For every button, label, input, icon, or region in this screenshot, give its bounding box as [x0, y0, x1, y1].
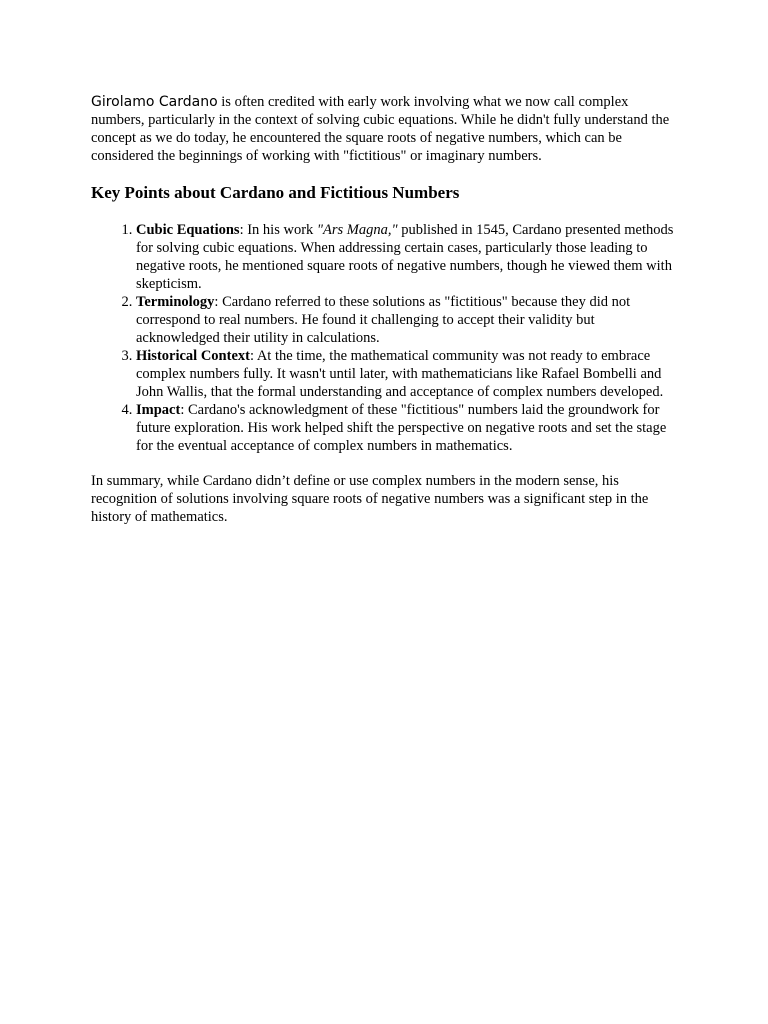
point-term: Terminology — [136, 294, 215, 310]
point-term: Historical Context — [136, 348, 250, 364]
document-body — [91, 93, 681, 526]
list-item — [136, 221, 681, 293]
point-text: : Cardano referred to these solutions as "fictitious" because they did not correspond to real numbers. He found it challenging to accept their validity but acknowledged their utility in calculations. — [136, 294, 631, 346]
key-points-list — [91, 221, 681, 455]
intro-paragraph — [91, 93, 681, 165]
work-title: "Ars Magna," — [316, 222, 398, 238]
point-text: : Cardano's acknowledgment of these "fictitious" numbers laid the groundwork for future exploration. His work helped shift the perspective on negative roots and set the stage for the eventual acceptance of complex numbers in mathematics. — [136, 402, 667, 454]
point-text-prefix: : In his work — [239, 222, 317, 238]
summary-paragraph: In summary, while Cardano didn’t define or use complex numbers in the modern sense, his recognition of solutions involving square roots of negative numbers was a significant step in the history of mathematics. — [91, 473, 649, 525]
list-item — [136, 401, 681, 455]
list-item — [136, 293, 681, 347]
list-item — [136, 347, 681, 401]
section-heading: Key Points about Cardano and Fictitious Numbers — [91, 183, 460, 202]
point-text: : At the time, the mathematical community was not ready to embrace complex numbers fully. It wasn't until later, with mathematicians like Rafael Bombelli and John Wallis, that the formal understanding and acceptance of complex numbers developed. — [136, 348, 664, 400]
point-text: published in 1545, Cardano presented methods for solving cubic equations. When addressing certain cases, particularly those leading to negative roots, he mentioned square roots of negative numbers, though he viewed them with skepticism. — [136, 222, 674, 292]
intro-name: Girolamo Cardano — [91, 94, 218, 110]
point-term: Cubic Equations — [136, 222, 240, 238]
point-term: Impact — [136, 402, 181, 418]
intro-text: is often credited with early work involving what we now call complex numbers, particularly in the context of solving cubic equations. While he didn't fully understand the concept as we do today, he encountered the square roots of negative numbers, which can be considered the beginnings of working with "fictitious" or imaginary numbers. — [91, 94, 670, 164]
